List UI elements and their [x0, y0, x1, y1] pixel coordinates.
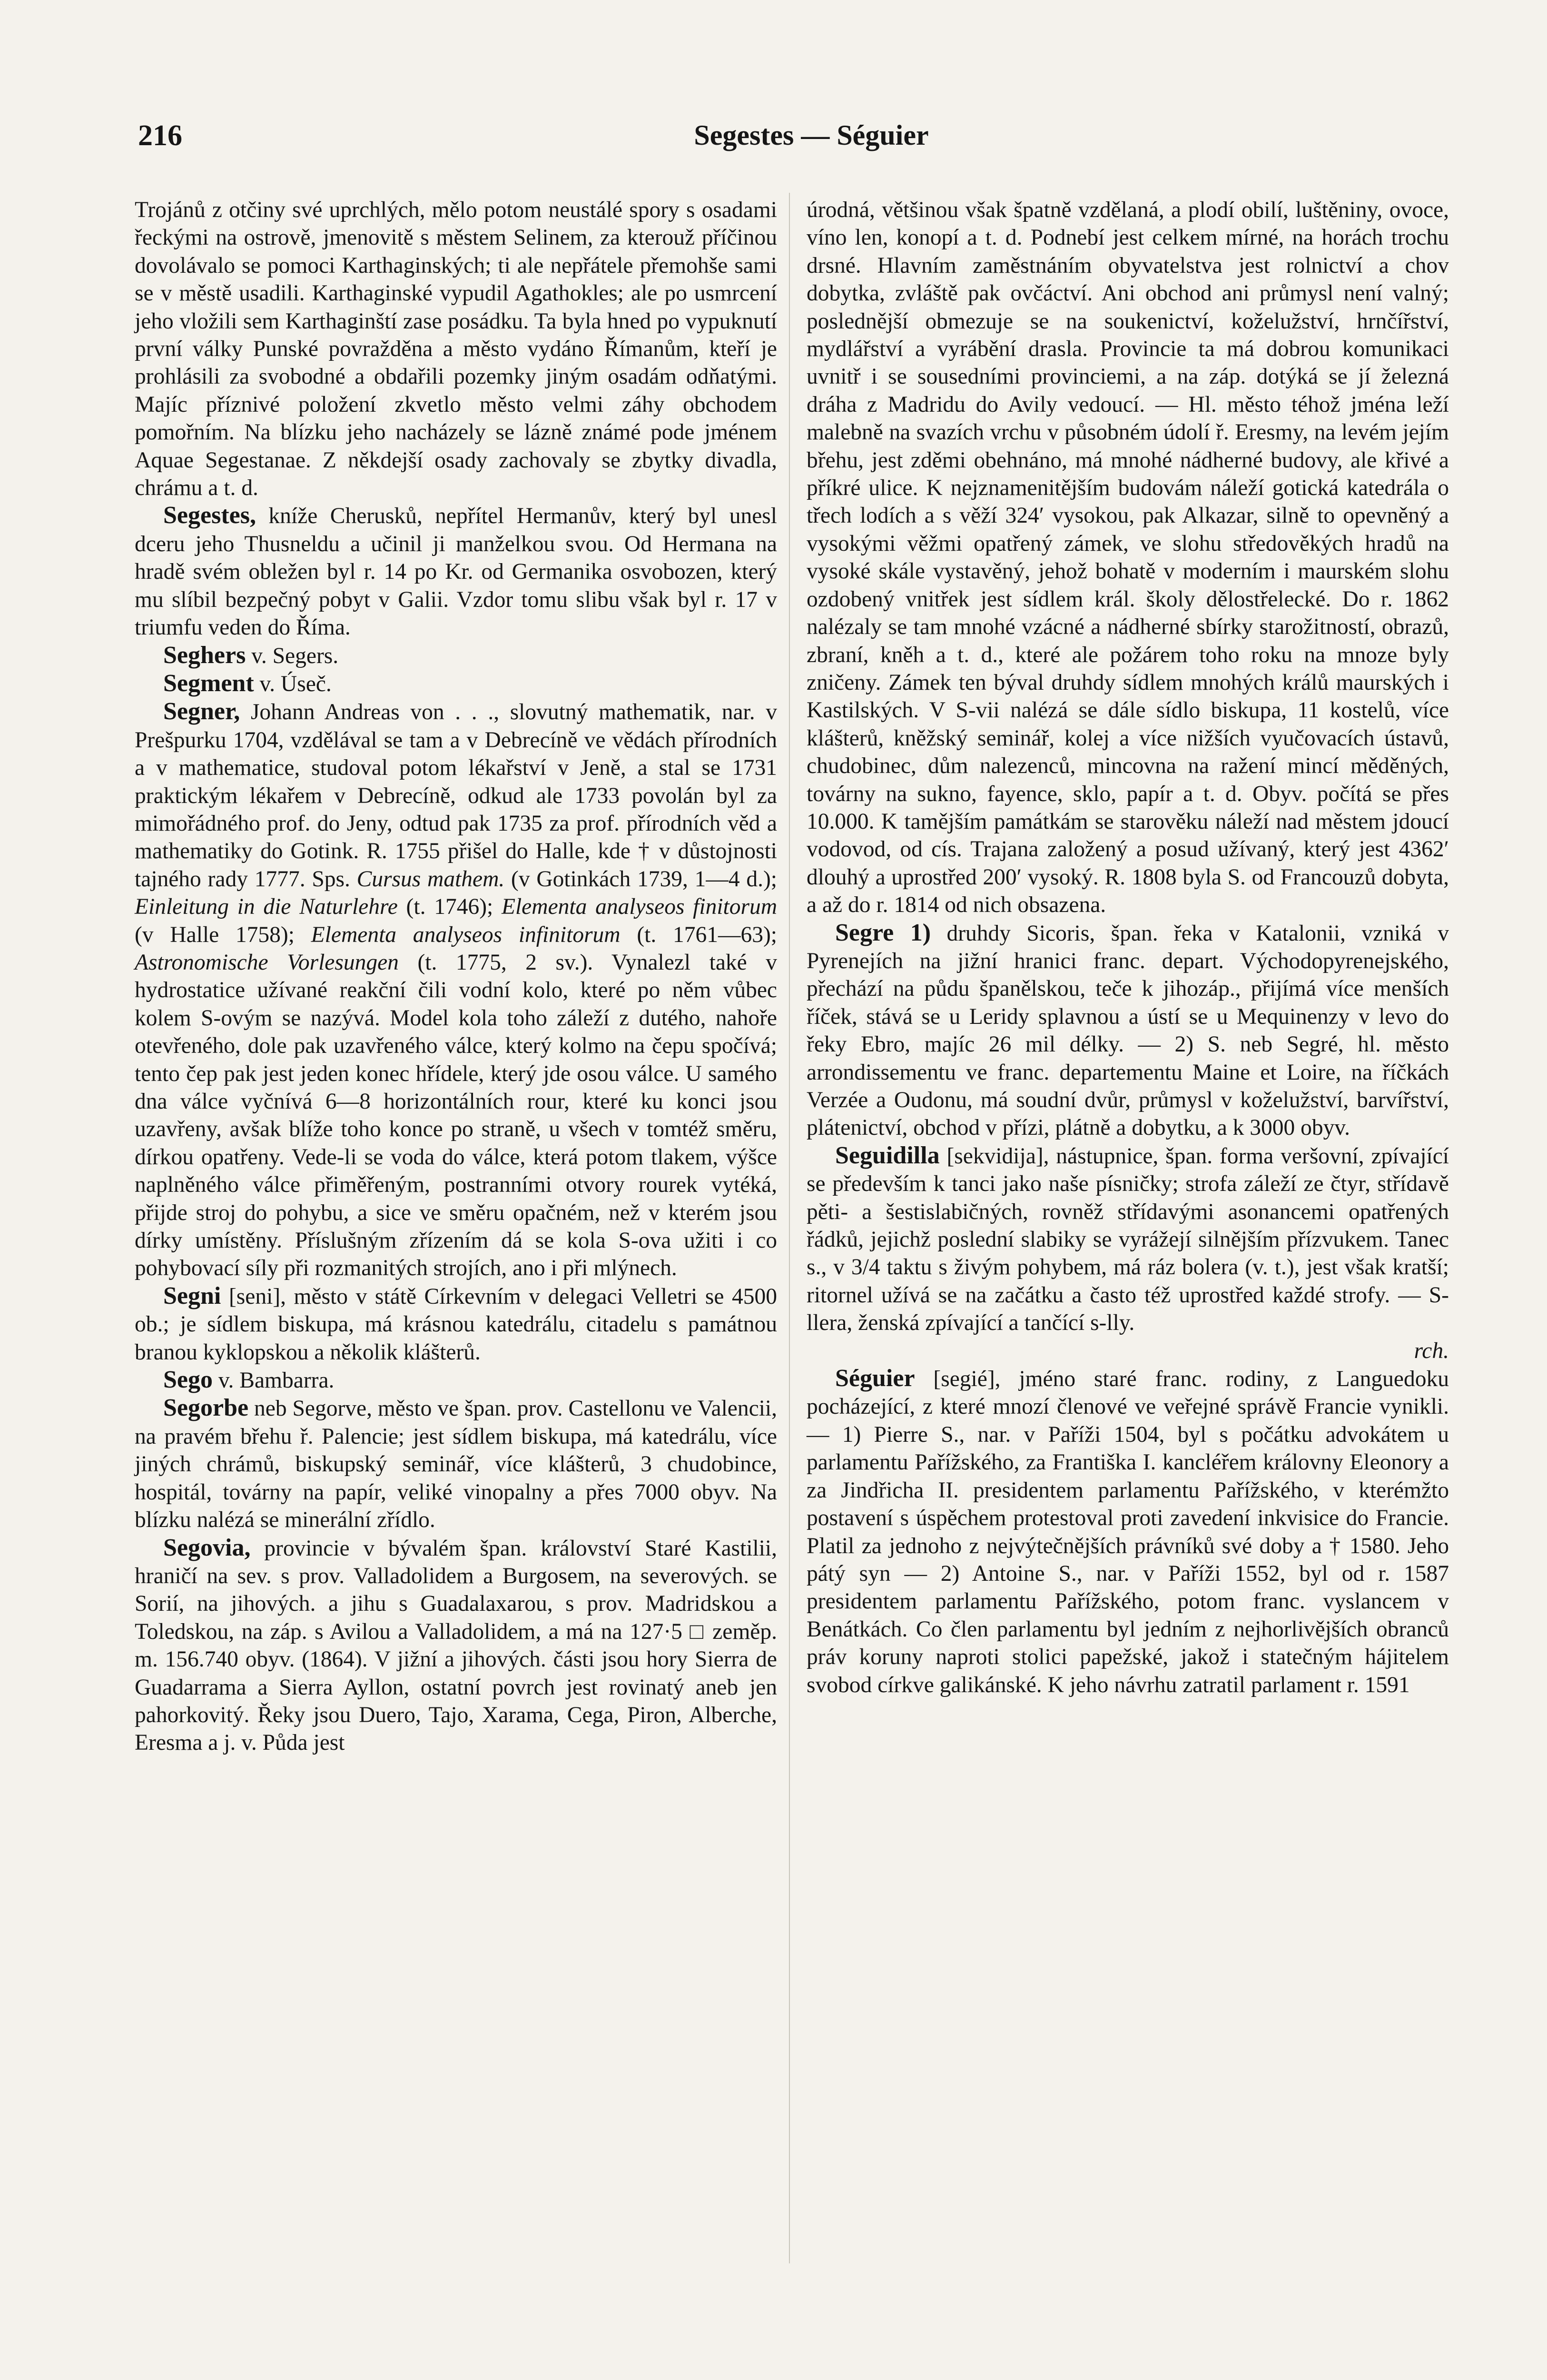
left-column [135, 196, 777, 1757]
headword-segestes: Segestes, [163, 502, 256, 529]
headword-seghers: Seghers [163, 641, 246, 669]
column-divider [789, 193, 790, 2263]
entry-segorbe: Segorbe neb Segorve, město ve špan. prov. Castellonu ve Valencii, na pravém břehu ř. Palencie; jest sídlem biskupa, má katedrálu, více jiných chrámů, biskupský seminář, více klášterů, 3 chudobince, hospitál, továrny na papír, veliké vinopalny a přes 7000 obyv. Na blízku nalézá se minerální zřídlo. [135, 1394, 777, 1533]
entry-segestes: Segestes, kníže Cherusků, nepřítel Hermanův, který byl unesl dceru jeho Thusneldu a učinil ji manželkou svou. Od Hermana na hradě svém obležen byl r. 14 po Kr. od Germanika osvobozen, který mu slíbil bezpečný pobyt v Galii. Vzdor tomu slibu však byl r. 17 v triumfu veden do Říma. [135, 502, 777, 640]
entry-segre: Segre 1) druhdy Sicoris, špan. řeka v Katalonii, vzniká v Pyrenejích na jižní hranici franc. depart. Východopyrenejského, přechází na půdu španělskou, teče k jihozáp., přijímá více menších říček, stává se u Leridy splavnou a ústí se u Mequinenzy v levo do řeky Ebro, majíc 26 mil délky. — 2) S. neb Segré, hl. město arrondissementu ve franc. departementu Maine et Loire, na říčkách Verzée a Oudonu, má soudní dvůr, průmysl v koželužství, barvířství, plátenictví, obchod v přízi, plátně a dobytku, a k 3000 obyv. [807, 919, 1449, 1140]
author-signature: rch. [1414, 1338, 1449, 1363]
entry-segovia: Segovia, provincie v bývalém špan. království Staré Kastilii, hraničí na sev. s prov. Valladolidem a Burgosem, na severových. se Sorií, na jihových. a jihu s Guadalaxarou, s prov. Madridskou a Toledskou, na záp. s Avilou a Valladolidem, a má na 127·5 □ zeměp. m. 156.740 obyv. (1864). V jižní a jihových. části jsou hory Sierra de Guadarrama a Sierra Ayllon, ostatní povrch jest rovinatý aneb jen pahorkovitý. Řeky jsou Duero, Tajo, Xarama, Cega, Piron, Alberche, Eresma a j. v. Půda jest [135, 1534, 777, 1755]
entry-seguidilla: Seguidilla [sekvidija], nástupnice, špan. forma veršovní, zpívající se především k tanci jako naše písničky; strofa záleží ze čtyr, střídavě pěti- a šestislabičných, rovněž střídavými asonancemi opatřených řádků, jejichž poslední slabiky se vyrážejí silnějším přízvukem. Tanec s., v 3/4 taktu s živým pohybem, má ráz bolera (v. t.), jest však kratší; ritornel užívá se na začátku a často též uprostřed každé strofy. — S-llera, ženská zpívající a tančící s-lly. [807, 1141, 1449, 1336]
headword-segner: Segner, [163, 698, 240, 725]
entry-seghers: Seghers v. Segers. [163, 641, 339, 669]
headword-seguidilla: Seguidilla [835, 1141, 940, 1169]
entry-segovia-continuation: úrodná, většinou však špatně vzdělaná, a plodí obilí, luštěniny, ovoce, víno len, konopí a t. d. Podnebí jest celkem mírné, na horách trochu drsné. Hlavním zaměstnáním obyvatelstva jest rolnictví a chov dobytka, zvláště pak ovčáctví. Ani obchod ani průmysl není valný; poslednější obmezuje se na soukenictví, koželužství, hrnčířství, mydlářství a vyrábění drasla. Provincie ta má dobrou komunikaci uvnitř i se sousedními provinciemi, a na záp. dotýká se jí železná dráha z Madridu do Avily vedoucí. — Hl. město téhož jména leží malebně na svazích vrchu v působném údolí ř. Eresmy, na levém jejím břehu, jest zděmi obehnáno, má mnohé nádherné budovy, ale křivé a příkré ulice. K nejznamenitějším budovám náleží gotická katedrála o třech lodích a s věží 324′ vysokou, pak Alkazar, silně to opevněný a vysokými věžmi opatřený zámek, ve slohu středověkých hradů na vysoké skále vystavěný, jehož bohatě v moderním i maurském slohu ozdobený vnitřek jest sídlem král. školy dělostřelecké. Do r. 1862 nalézaly se tam mnohé vzácné a nádherné sbírky starožitností, obrazů, zbraní, kněh a t. d., které ale požárem toho roku na mnoze byly zničeny. Zámek ten býval druhdy sídlem mnohých králů maurských i Kastilských. V S-vii nalézá se dále sídlo biskupa, 11 kostelů, více klášterů, kněžský seminář, kolej a více nižších vyučovacích ústavů, chudobinec, dům nalezenců, mincovna na ražení mincí měděných, továrny na sukno, fayence, sklo, papír a t. d. Obyv. počítá se přes 10.000. K tamějším památkám se starověku náleží nad městem jdoucí vodovod, od cís. Trajana založený a posud užívaný, který jest 4362′ dlouhý a uprostřed 200′ vysoký. R. 1808 byla S. od Francouzů dobyta, a až do r. 1814 od nich obsazena. [807, 198, 1449, 918]
headword-segre: Segre 1) [835, 919, 931, 946]
headword-segni: Segni [163, 1282, 221, 1309]
right-column [807, 196, 1449, 1699]
entry-sego: Sego v. Bambarra. [163, 1366, 335, 1394]
headword-sego: Sego [163, 1366, 213, 1394]
headword-seguier: Séguier [835, 1365, 915, 1392]
headword-segorbe: Segorbe [163, 1394, 249, 1422]
entry-segner: Segner, Johann Andreas von . . ., slovutný mathematik, nar. v Prešpurku 1704, vzdělával se tam a v Debrecíně ve vědách přírodních a v mathematice, studoval potom lékařství v Jeně, a stal se 1731 praktickým lékařem v Debrecíně, odkud ale 1733 povolán byl za mimořádného prof. do Jeny, odtud pak 1735 za prof. přírodních věd a mathematiky do Gotink. R. 1755 přišel do Halle, kde † v důstojnosti tajného rady 1777. Sps. Cursus mathem. (v Gotinkách 1739, 1—4 d.); Einleitung in die Naturlehre (t. 1746); Elementa analyseos finitorum (v Halle 1758); Elementa analyseos infinitorum (t. 1761—63); Astronomische Vorlesungen (t. 1775, 2 sv.). Vynalezl také v hydrostatice užívané reakční čili vodní kolo, které po něm vůbec kolem S-ovým se nazývá. Model kola toho záleží z dutého, nahoře otevřeného, dole pak uzavřeného válce, který kolmo na čepu spočívá; tento čep pak jest jeden konec hřídele, který jde osou válce. U samého dna válce vyčnívá 6—8 horizontálních rour, které ku konci jsou uzavřeny, avšak blíže toho konce po straně, u všech v tomtéž směru, dírkou opatřeny. Vede-li se voda do válce, která potom tlakem, výšce naplněného válce přiměřeným, postranními otvory rourek vytéká, přijde stroj do pohybu, a sice ve směru opačném, než v kterém jsou dírky umístěny. Příslušným zřízením dá se kola S-ova užiti i co pohybovací síly při rozmanitých strojích, ano i při mlýnech. [135, 698, 778, 1281]
headword-segment: Segment [163, 669, 254, 697]
page-number: 216 [138, 119, 182, 152]
page-header [138, 119, 1485, 162]
headword-segovia: Segovia, [163, 1534, 251, 1561]
entry-segment: Segment v. Úseč. [163, 669, 332, 697]
running-head: Segestes — Séguier [694, 119, 929, 151]
entry-seguier: Séguier [segié], jméno staré franc. rodiny, z Languedoku pocházející, z které mnozí členové ve veřejné správě Francie vynikli. — 1) Pierre S., nar. v Paříži 1504, byl s počátku advokátem u parlamentu Pařížského, za Františka I. kancléřem královny Eleonory a za Jindřicha II. presidentem parlamentu Pařížského, v kterémžto postavení s úspěchem protestoval proti zavedení inkvisice do Francie. Platil za jednoho z nejvýtečnějších právníků své doby a † 1580. Jeho pátý syn — 2) Antoine S., nar. v Paříži 1552, byl od r. 1587 presidentem parlamentu Pařížského, potom franc. vyslancem v Benátkách. Co člen parlamentu byl jedním z nejhorlivějších obranců práv koruny naproti stolici papežské, jakož i statečným hájitelem svobod církve galikánské. K jeho návrhu zatratil parlament r. 1591 [807, 1365, 1449, 1697]
entry-segni: Segni [seni], město v státě Církevním v delegaci Velletri se 4500 ob.; je sídlem biskupa, má krásnou katedrálu, citadelu s památnou branou kyklopskou a několik klášterů. [135, 1282, 777, 1365]
entry-continuation: Trojánů z otčiny své uprchlých, mělo potom neustálé spory s osadami řeckými na ostrově, jmenovitě s městem Selinem, za kterouž příčinou dovolávalo se pomoci Karthaginských; ti ale nepřátele přemohše sami se v městě usadili. Karthaginské vypudil Agathokles; ale po usmrcení jeho vložili sem Karthaginští zase posádku. Ta byla hned po vypuknutí první války Punské povražděna a město vydáno Římanům, kteří je prohlásili za svobodné a obdařili pozemky jiným osadám odňatými. Majíc příznivé položení zkvetlo město velmi záhy obchodem pomořním. Na blízku jeho nacházely se lázně známé pode jménem Aquae Segestanae. Z někdejší osady zachovaly se zbytky divadla, chrámu a t. d. [135, 198, 777, 501]
